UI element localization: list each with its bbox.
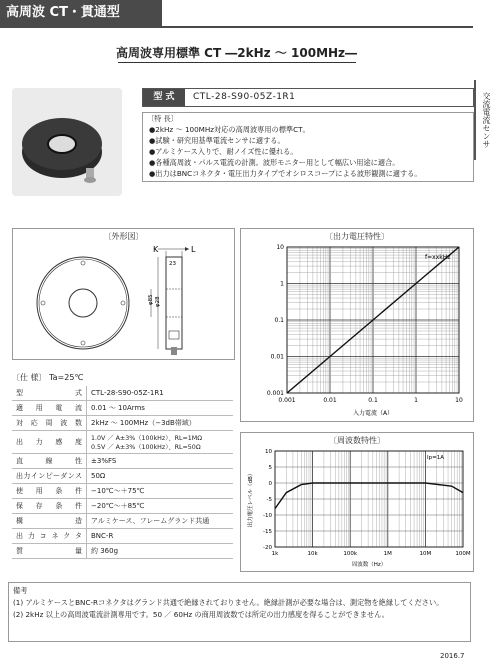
spec-row — [12, 529, 233, 544]
x-tick-label: 10M — [419, 551, 432, 557]
spec-row — [12, 469, 233, 484]
side-tab: 交流電流センサ — [474, 80, 495, 160]
header-rule — [0, 26, 473, 28]
model-value: CTL-28-S90-05Z-1R1 — [193, 92, 296, 102]
spec-row — [12, 401, 233, 416]
spec-row — [12, 386, 233, 401]
spec-row — [12, 484, 233, 499]
y-tick-label: 0.01 — [270, 353, 284, 361]
y-tick-label: -20 — [263, 545, 272, 551]
legend-text: Ip=1A — [427, 455, 444, 461]
x-tick-label: 100k — [343, 551, 358, 557]
spec-key: 保 存 条 件 — [12, 499, 87, 514]
y-tick-label: -15 — [263, 529, 272, 535]
outline-title: 〔外形図〕 — [103, 232, 144, 241]
spec-key: 適 用 電 流 — [12, 401, 87, 416]
spec-value: CTL-28-S90-05Z-1R1 — [87, 386, 234, 401]
feature-item: ●各種高周波・パルス電流の計測。波形モニター用として幅広い用途に適合。 — [149, 158, 400, 167]
features-box — [142, 112, 474, 182]
spec-row — [12, 416, 233, 431]
outline-l-label: L — [191, 245, 196, 254]
spec-row — [12, 514, 233, 529]
spec-table — [12, 386, 233, 559]
output-chart-title: 〔出力電圧特性〕 — [325, 232, 389, 241]
y-tick-label: -5 — [266, 497, 272, 503]
footer-year: 2016.7 — [440, 652, 465, 660]
y-tick-label: 0.1 — [274, 317, 284, 324]
notes-box — [8, 582, 471, 642]
spec-row — [12, 499, 233, 514]
features-title: 〔特 長〕 — [147, 114, 179, 123]
outline-dim-inner: φ28 — [155, 296, 161, 307]
y-tick-label: 10 — [276, 244, 284, 251]
spec-value: 50Ω — [87, 469, 234, 484]
page-title: 高周波専用標準 CT ―2kHz ～ 100MHz― — [115, 46, 358, 60]
x-tick-label: 0.1 — [368, 397, 378, 404]
spec-value: BNC-R — [87, 529, 234, 544]
outline-k-label: K — [153, 245, 159, 254]
feature-item: ●出力はBNCコネクタ・電圧出力タイプでオシロスコープによる波形観測に適する。 — [149, 169, 422, 178]
spec-key: 対応周波数 — [12, 416, 87, 431]
x-tick-label: 10 — [455, 397, 463, 404]
y-tick-label: 5 — [268, 465, 272, 471]
features-list — [143, 124, 473, 179]
spec-value: 約 360g — [87, 544, 234, 559]
spec-key: 出力コネクタ — [12, 529, 87, 544]
series-line — [275, 483, 463, 509]
spec-key: 使 用 条 件 — [12, 484, 87, 499]
spec-value: アルミケース、フレームグランド共通 — [87, 514, 234, 529]
y-tick-label: 0.001 — [266, 390, 284, 397]
legend-text: f=xxkHz — [425, 254, 451, 261]
notes-title: 備考 — [13, 586, 28, 595]
outline-drawing-box — [12, 228, 235, 360]
y-tick-label: 10 — [265, 449, 272, 455]
spec-value: 2kHz ～ 100MHz（−3dB帯域） — [87, 416, 234, 431]
x-axis-label: 周波数（Hz） — [351, 562, 387, 568]
freq-chart-box — [240, 432, 474, 572]
output-chart-box — [240, 228, 474, 422]
spec-key: 質 量 — [12, 544, 87, 559]
x-tick-label: 1k — [271, 551, 279, 557]
outline-dim-outer: φ85 — [148, 294, 154, 305]
title-underline — [118, 62, 356, 63]
spec-value: −10℃～＋75℃ — [87, 484, 234, 499]
x-tick-label: 1M — [383, 551, 392, 557]
spec-value: ±3%FS — [87, 454, 234, 469]
spec-key: 構 造 — [12, 514, 87, 529]
spec-key: 出力インピーダンス — [12, 469, 87, 484]
x-tick-label: 1 — [414, 397, 418, 404]
x-tick-label: 0.01 — [323, 397, 337, 404]
output-chart-svg — [241, 229, 473, 421]
x-tick-label: 10k — [307, 551, 318, 557]
spec-key: 出 力 感 度 — [12, 431, 87, 454]
spec-row — [12, 454, 233, 469]
outline-dim-width: 23 — [169, 261, 176, 267]
spec-value: 0.01 ～ 10Arms — [87, 401, 234, 416]
spec-key: 直 線 性 — [12, 454, 87, 469]
spec-key: 型 式 — [12, 386, 87, 401]
product-photo — [12, 88, 122, 196]
y-tick-label: -10 — [263, 513, 272, 519]
spec-row — [12, 431, 233, 454]
spec-section — [12, 372, 233, 559]
model-bar — [142, 88, 474, 107]
feature-item: ●試験・研究用基準電流センサに適する。 — [149, 136, 285, 145]
feature-item: ●アルミケース入りで、耐ノイズ性に優れる。 — [149, 147, 298, 156]
note-item: (2) 2kHz 以上の高周波電流計測専用です。50 ／ 60Hz の商用周波数では所定の出力感度を得ることができません。 — [13, 610, 389, 619]
x-tick-label: 100M — [455, 551, 471, 557]
note-item: (1) アルミケースとBNC-Rコネクタはグランド共通で絶縁されておりません。絶縁計測が必要な場合は、測定物を絶縁してください。 — [13, 598, 444, 607]
spec-row — [12, 544, 233, 559]
y-axis-label: 出力電圧レベル（dB） — [248, 470, 254, 528]
y-tick-label: 1 — [280, 280, 284, 288]
spec-value: −20℃～＋85℃ — [87, 499, 234, 514]
freq-chart-title: 〔周波数特性〕 — [329, 436, 385, 445]
category-header: 高周波 CT・貫通型 — [0, 0, 162, 26]
y-tick-label: 0 — [268, 481, 272, 487]
spec-title: 〔仕 様〕 Ta=25℃ — [12, 373, 84, 382]
x-axis-label: 入力電流（A） — [352, 410, 394, 417]
model-label: 型 式 — [143, 89, 185, 106]
feature-item: ●2kHz ～ 100MHz対応の高周波専用の標準CT。 — [149, 125, 310, 134]
spec-value: 1.0V ／ A±3%（100kHz）、RL=1MΩ 0.5V ／ A±3%（100kHz）、RL=50Ω — [87, 431, 234, 454]
freq-chart-svg — [241, 433, 473, 571]
x-tick-label: 0.001 — [278, 397, 296, 404]
